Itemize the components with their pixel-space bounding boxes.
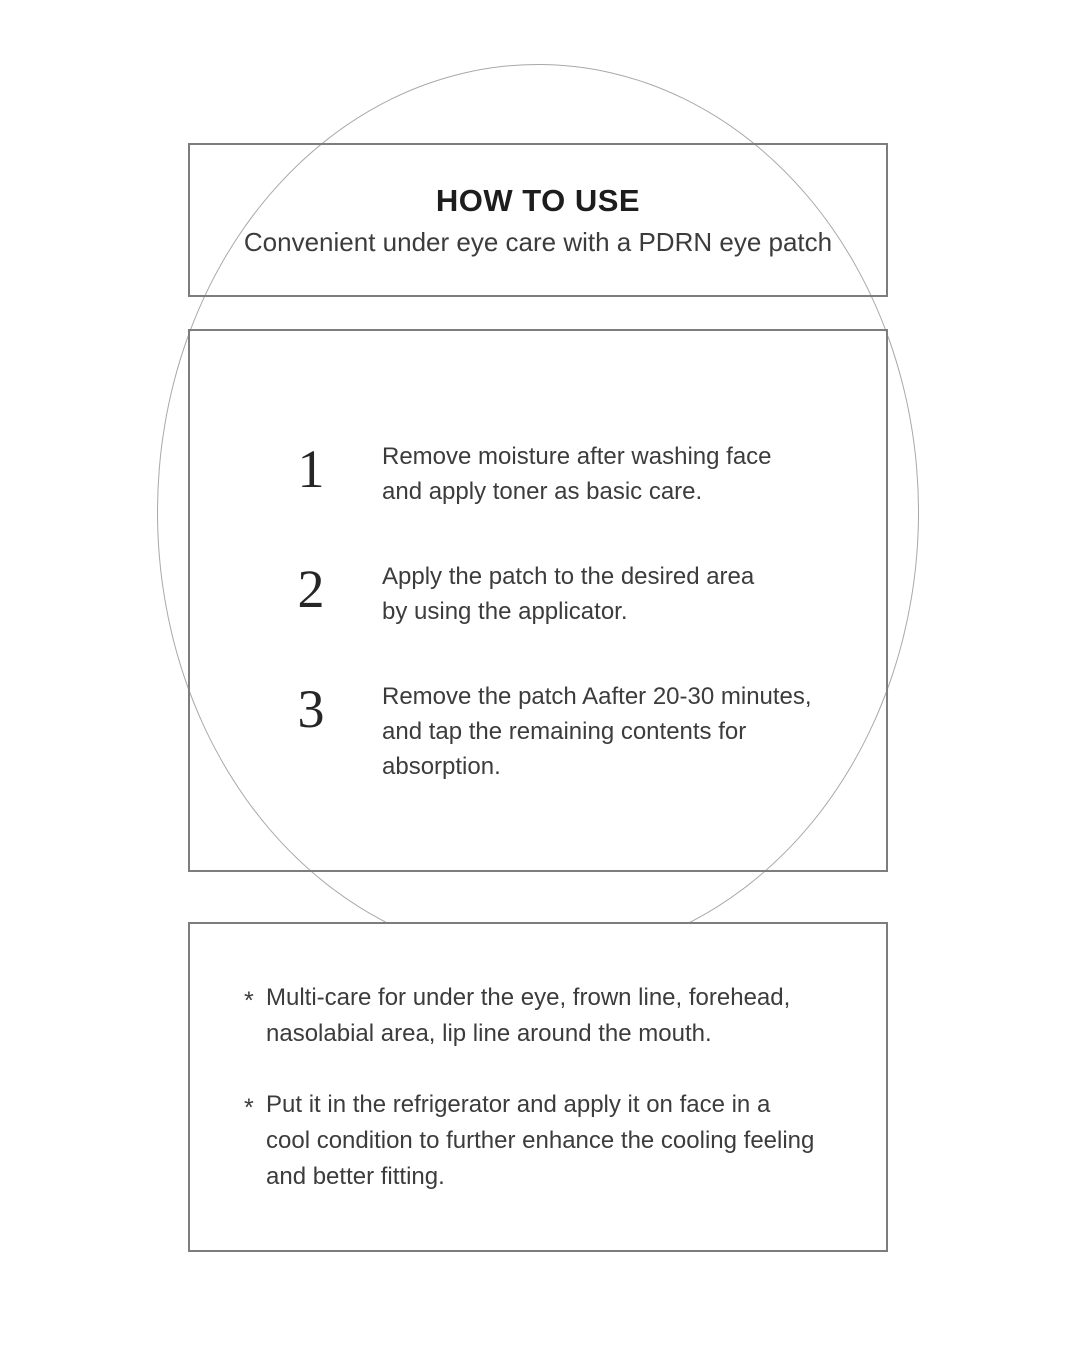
- header-box: [188, 143, 888, 297]
- note-text-line: and better fitting.: [266, 1163, 445, 1190]
- step-number: 3: [297, 679, 325, 739]
- asterisk-marker: *: [244, 987, 254, 1015]
- step-number: 2: [297, 559, 325, 619]
- note-text-line: cool condition to further enhance the cooling feeling: [266, 1127, 815, 1154]
- step-text-line: and tap the remaining contents for: [382, 718, 747, 745]
- page-subtitle: Convenient under eye care with a PDRN eye patch: [243, 227, 833, 257]
- note-text: [266, 1087, 814, 1195]
- step-text-line: and apply toner as basic care.: [382, 478, 703, 505]
- step-number: 1: [297, 439, 325, 499]
- step-text-line: by using the applicator.: [382, 598, 628, 625]
- note-text-line: Put it in the refrigerator and apply it on face in a: [266, 1091, 771, 1118]
- step-text: [382, 679, 812, 784]
- note-item-2: [244, 1087, 856, 1195]
- step-text: [382, 439, 772, 509]
- step-text-line: Apply the patch to the desired area: [382, 563, 755, 590]
- step-item-1: [282, 439, 886, 509]
- asterisk-marker: *: [244, 1094, 254, 1122]
- step-text-line: Remove the patch Aafter 20-30 minutes,: [382, 683, 812, 710]
- note-text: [266, 980, 790, 1052]
- note-item-1: [244, 980, 856, 1052]
- step-item-2: [282, 559, 886, 629]
- notes-box: [188, 922, 888, 1252]
- note-text-line: nasolabial area, lip line around the mouth.: [266, 1020, 712, 1047]
- steps-box: [188, 329, 888, 872]
- step-text: [382, 559, 754, 629]
- step-text-line: Remove moisture after washing face: [382, 443, 772, 470]
- step-text-line: absorption.: [382, 753, 501, 780]
- step-item-3: [282, 679, 886, 784]
- page-title: HOW TO USE: [435, 183, 641, 218]
- note-text-line: Multi-care for under the eye, frown line, forehead,: [266, 984, 791, 1011]
